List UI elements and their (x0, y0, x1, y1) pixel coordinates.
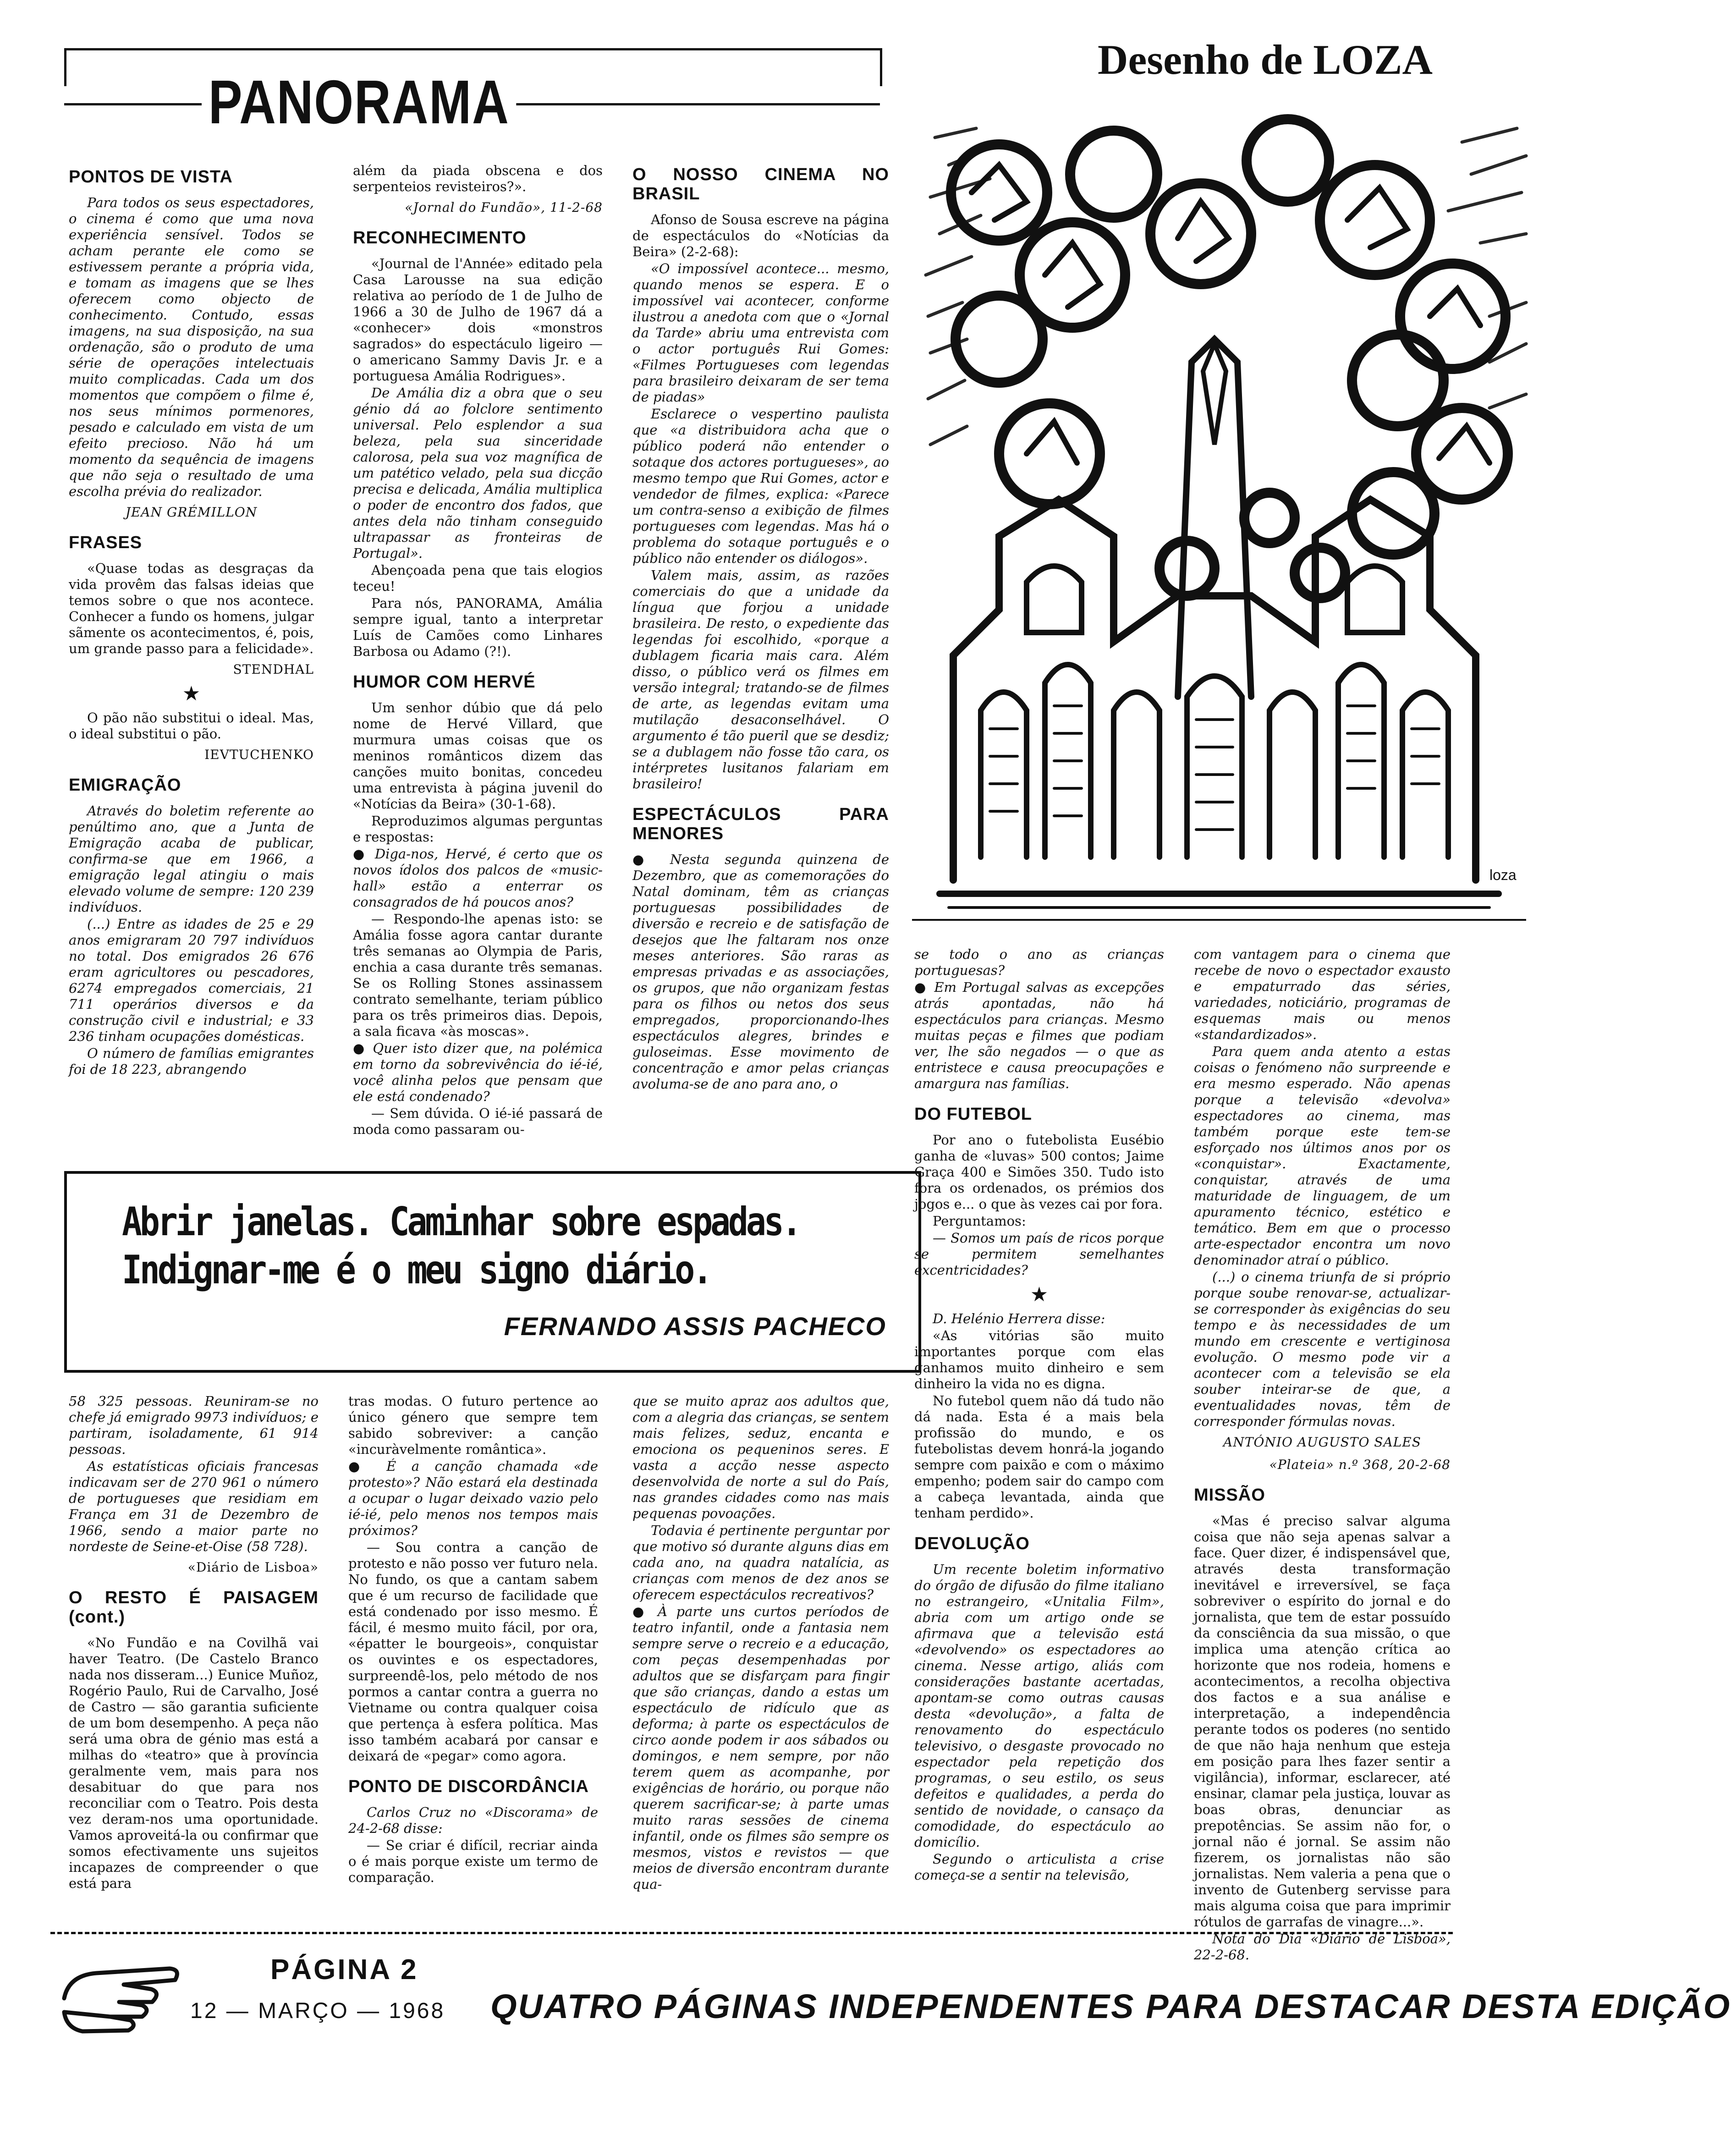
article-text: — Sem dúvida. O ié-ié passará de moda como passaram ou- (353, 1106, 603, 1137)
article-text: com vantagem para o cinema que recebe de novo o espectador exausto e empaturrado das séries, variedades, noticiário, programas de esquemas mais ou menos «standardizados». (1194, 946, 1451, 1042)
heading-ponto-de-discordancia: PONTO DE DISCORDÂNCIA (348, 1777, 589, 1796)
footer-rule (50, 1932, 1453, 1934)
illustration-credit: Desenho de LOZA (1098, 36, 1433, 83)
lower-column-2 (348, 1393, 598, 1886)
article-text: além da piada obscena e dos serpenteios revisteiros?». (353, 163, 603, 194)
pointing-hand-icon (55, 1948, 188, 2040)
article-text: que se muito apraz aos adultos que, com a alegria das crianças, se sentem mais felizes, seduz, encanta e emociona os pequeninos seres. E vasta a acção nesse aspecto desenvolvida de norte a sul do País, nas grandes cidades como nas mais pequenas povoações. (632, 1393, 889, 1521)
quote-line: Abrir janelas. Caminhar sobre espadas. (122, 1199, 800, 1245)
article-text: Para todos os seus espectadores, o cinema é como que uma nova experiência sensível. Todos se acham perante ele como se estivessem perante a própria vida, e tomam as imagens que se lhes oferecem como objecto de conhecimento. Contudo, essas imagens, na sua disposição, na sua ordenação, são o produto de uma série de operações intelectuais muito complicadas. Cada um dos momentos que compõem o filme é, nos seus mínimos pormenores, pesado e calculado em vista de um efeito precioso. Não há um momento da sequência de imagens que não seja o resultado de uma escolha prévia do realizador. (69, 195, 314, 499)
article-text: «Quase todas as desgraças da vida provêm das falsas ideias que temos sobre o que nos acontece. Conhecer a fundo os homens, julgar sãmente os acontecimentos, é, pois, um grande passo para a felicidade». (69, 561, 314, 656)
column-2 (353, 163, 603, 1138)
heading-o-resto-e-paisagem: O RESTO É PAISAGEM (cont.) (69, 1588, 319, 1627)
article-text: ● Diga-nos, Hervé, é certo que os novos ídolos dos palcos de «music-hall» estão a enterrar os consagrados de há poucos anos? (353, 846, 603, 910)
star-divider: ★ (182, 682, 201, 705)
article-text: Esclarece o vespertino paulista que «a distribuidora acha que o público poderá não entender o sotaque dos actores portugueses», ao mesmo tempo que Rui Gomes, actor e vendedor de filmes, explica: «Parece um contra-senso a exibição de filmes portugueses com legendas. Mas há o problema do sotaque português e o público não entender os diálogos». (632, 406, 889, 566)
article-source: Carlos Cruz no «Discorama» de 24-2-68 disse: (348, 1804, 598, 1836)
article-text: Através do boletim referente ao penúltimo ano, que a Junta de Emigração acaba de publicar, confirma-se que em 1966, a emigração legal atingiu o mais elevado volume de sempre: 120 239 indivíduos. (69, 803, 314, 915)
article-text: Um recente boletim informativo do órgão de difusão do filme italiano no estrangeiro, «Unitalia Film», abria com um artigo onde se afirmava que a televisão está «devolvendo» os espectadores ao cinema. Nesse artigo, aliás com considerações bastante acertadas, apontam-se como outras causas desta «devolução», a falta de renovamento do espectáculo televisivo, o desgaste provocado no espectador pela repetição dos programas, o seu estilo, os seus defeitos e qualidades, a perda do sentido de novidade, o cansaço da comodidade, do espectáculo ao domicílio. (914, 1562, 1164, 1850)
heading-humor-com-herve: HUMOR COM HERVÉ (353, 672, 536, 692)
heading-reconhecimento: RECONHECIMENTO (353, 228, 527, 248)
article-source: «Jornal do Fundão», 11-2-68 (405, 200, 603, 215)
article-text: Um senhor dúbio que dá pelo nome de Hervé Villard, que murmura umas coisas que os meninos românticos dizem das canções muito bonitas, concedeu uma entrevista à página juvenil do «Notícias da Beira» (30-1-68). (353, 700, 603, 812)
article-text: — Sou contra a canção de protesto e não posso ver futuro nela. No fundo, os que a cantam sabem que é um recurso de facilidade que está condenado por isso mesmo. É fácil, é mesmo muito fácil, por ora, «épatter le bourgeois», conquistar os ouvintes e os espectadores, surpreendê-los, pelo método de nos pormos a cantar contra a guerra no Vietname ou contra qualquer coisa que pertença à esfera política. Mas isso também acabará por cansar e deixará de «pegar» como agora. (348, 1540, 598, 1764)
article-text: No futebol quem não dá tudo não dá nada. Esta é a mais bela profissão do mundo, e os futebolistas devem honrá-la jogando sempre com paixão e com o máximo empenho; podem sair do campo com a cabeça levantada, ainda que tenham perdido». (914, 1393, 1164, 1521)
heading-espectaculos-para-menores: ESPECTÁCULOS PARA MENORES (632, 805, 889, 843)
column-4 (914, 946, 1164, 1884)
article-text: «Journal de l'Année» editado pela Casa Larousse na sua edição relativa ao período de 1 de Julho de 1966 a 30 de Julho de 1967 dá a «conhecer» dois «monstros sagrados» do espectáculo ligeiro — o americano Sammy Davis Jr. e a portuguesa Amália Rodrigues». (353, 256, 603, 384)
article-text: «No Fundão e na Covilhã vai haver Teatro. (De Castelo Branco nada nos disseram...) Eunice Muñoz, Rogério Paulo, Rui de Carvalho, José de Castro — são garantia suficiente de um bom desempenho. A peça não será uma obra de génio mas está a milhas do «teatro» que à província geralmente vem, mais para nos desabituar do que para nos reconciliar com o Teatro. Pois desta vez deram-nos uma oportunidade. Vamos aproveitá-la ou confirmar que somos efectivamente uns sujeitos incapazes de compreender o que está para (69, 1635, 319, 1891)
article-text: ● Nesta segunda quinzena de Dezembro, que as comemorações do Natal dominam, têm as crianças portuguesas possibilidades de diversão e recreio e de satisfação de desejos que lhe faltaram nos onze meses anteriores. São raras as empresas privadas e as associações, os grupos, que não organizam festas para os filhos ou netos dos seus empregados, proporcionando-lhes espectáculos alegres, brindes e guloseimas. Esse movimento de concentração e amor pelas crianças avoluma-se de ano para ano, o (632, 852, 889, 1092)
article-text: D. Helénio Herrera disse: (933, 1311, 1105, 1326)
article-text: Por ano o futebolista Eusébio ganha de «luvas» 500 contos; Jaime Graça 400 e Simões 350. Tudo isto fora os ordenados, os prémios dos jogos e... o que às vezes cai por fora. (914, 1132, 1164, 1212)
heading-devolucao: DEVOLUÇÃO (914, 1534, 1030, 1553)
article-text: (...) Entre as idades de 25 e 29 anos emigraram 20 797 indivíduos no total. Dos emigrados 26 676 eram agricultores ou pescadores, 6274 empregados comerciais, 21 711 operários diversos e da construção civil e industrial; e 33 236 tinham ocupações domésticas. (69, 916, 314, 1044)
quote-author: FERNANDO ASSIS PACHECO (504, 1312, 886, 1341)
article-text: «As vitórias são muito importantes porque com elas ganhamos muito dinheiro e sem dinheiro la vida no es digna. (914, 1328, 1164, 1392)
article-source: IEVTUCHENKO (204, 747, 314, 762)
quote-box (64, 1171, 921, 1373)
article-text: Afonso de Sousa escreve na página de espectáculos do «Notícias da Beira» (2-2-68): (632, 212, 889, 259)
article-text: Para quem anda atento a estas coisas o fenómeno não surpreende e era mesmo esperado. Não apenas porque a televisão «devolva» espectadores ao cinema, mas também porque este tem-se esforçado nos últimos anos por os «conquistar». Exactamente, conquistar, através de uma maturidade de linguagem, de um apuramento técnico, estético e temático. Bem em que o processo arte-espectador encontra um novo denominador atraí o público. (1194, 1044, 1451, 1268)
lower-column-1 (69, 1393, 319, 1892)
article-text: tras modas. O futuro pertence ao único género que sempre tem sabido sobreviver: a canção «incuràvelmente romântica». (348, 1393, 598, 1457)
article-text: O número de famílias emigrantes foi de 18 223, abrangendo (69, 1045, 314, 1077)
article-source: STENDHAL (233, 662, 314, 677)
heading-o-nosso-cinema: O NOSSO CINEMA NO BRASIL (632, 165, 889, 204)
lower-column-3 (632, 1393, 889, 1893)
column-5 (1194, 946, 1451, 1964)
article-text: ● Quer isto dizer que, na polémica em torno da sobrevivência do ié-ié, você alinha pelos que pensam que ele está condenado? (353, 1040, 603, 1105)
article-author: ANTÓNIO AUGUSTO SALES (1223, 1435, 1421, 1450)
article-text: (...) o cinema triunfa de si próprio porque soube renovar-se, actualizar-se corresponder às exigências do seu tempo e às necessidades de um mundo em crescente e vertiginosa evolução. O mesmo pode vir a acontecer com a televisão se ela souber inteirar-se de que, a eventualidades novas, têm de corresponder fórmulas novas. (1194, 1269, 1451, 1429)
quote-line: Indignar-me é o meu signo diário. (122, 1247, 711, 1293)
star-divider: ★ (1030, 1283, 1049, 1306)
cathedral-illustration (921, 124, 1531, 921)
page-number: PÁGINA 2 (270, 1954, 418, 1986)
article-text: se todo o ano as crianças portuguesas? (914, 946, 1164, 978)
article-source: «Diário de Lisboa» (187, 1560, 319, 1575)
section-rule (912, 919, 1526, 921)
article-text: Para nós, PANORAMA, Amália sempre igual, tanto a interpretar Luís de Camões como Linhares Barbosa ou Adamo (?!). (353, 595, 603, 659)
article-text: — Respondo-lhe apenas isto: se Amália fosse agora cantar durante três semanas ao Olympia de Paris, enchia a casa durante três semanas. Se os Rolling Stones assinassem contrato semelhante, teriam público para os três primeiros dias. Depois, a sala ficava «às moscas». (353, 911, 603, 1039)
article-text: — Se criar é difícil, recriar ainda o é mais porque existe um termo de comparação. (348, 1837, 598, 1885)
article-text: Perguntamos: (933, 1213, 1026, 1229)
article-source: «Plateia» n.º 368, 20-2-68 (1269, 1457, 1451, 1472)
footer-slogan: QUATRO PÁGINAS INDEPENDENTES PARA DESTACAR DESTA EDIÇÃO (490, 1987, 1731, 2025)
article-text: 58 325 pessoas. Reuniram-se no chefe já emigrado 9973 indivíduos; e partiram, isoladamente, 61 914 pessoas. (69, 1393, 319, 1457)
article-text: Todavia é pertinente perguntar por que motivo só durante alguns dias em cada ano, na quadra natalícia, as crianças com menos de dez anos se oferecem espectáculos recreativos? (632, 1523, 889, 1602)
article-text: — Somos um país de ricos porque se permitem semelhantes excentricidades? (914, 1230, 1164, 1278)
article-text: Valem mais, assim, as razões comerciais do que a unidade da língua que forjou a unidade brasileira. De resto, o expediente das legendas foi escolhido, «porque a dublagem ficaria mais cara. Além disso, o público verá os filmes em versão integral; tratando-se de filmes de arte, as legendas evitam uma mutilação desaconselhável. O argumento é tão pueril que se desdiz; se a dublagem não fosse tão cara, os intérpretes lusitanos falariam em brasileiro! (632, 567, 889, 792)
article-text: «O impossível acontece... mesmo, quando menos se espera. E o impossível vai acontecer, conforme ilustrou a anedota com que o «Jornal da Tarde» abriu uma entrevista com o actor português Rui Gomes: «Filmes Portugueses com legendas para brasileiro deixaram de ser tema de piadas» (632, 261, 889, 405)
issue-date: 12 — MARÇO — 1968 (190, 1999, 445, 2023)
article-source: JEAN GRÉMILLON (125, 505, 258, 520)
article-text: ● Em Portugal salvas as excepções atrás apontadas, não há espectáculos para crianças. Mesmo muitas peças e filmes que podiam ver, lhe são negados — o que as entristece e causa preocupações e amargura nas famílias. (914, 979, 1164, 1092)
article-text: Abençoada pena que tais elogios teceu! (353, 562, 603, 594)
heading-do-futebol: DO FUTEBOL (914, 1105, 1032, 1124)
article-source: Nota do Dia «Diário de Lisboa», 22-2-68. (1194, 1931, 1451, 1963)
column-1 (69, 167, 314, 1078)
article-text: Reproduzimos algumas perguntas e respostas: (353, 813, 603, 845)
article-text: As estatísticas oficiais francesas indicavam ser de 270 961 o número de portugueses que residiam em França em 31 de Dezembro de 1966, sendo a maior parte no nordeste de Seine-et-Oise (58 728). (69, 1458, 319, 1554)
heading-missao: MISSÃO (1194, 1485, 1265, 1505)
masthead-title: PANORAMA (202, 68, 516, 137)
article-text: Segundo o articulista a crise começa-se a sentir na televisão, (914, 1851, 1164, 1883)
article-text: ● É a canção chamada «de protesto»? Não estará ela destinada a ocupar o lugar deixado vazio pelo ié-ié, pelo menos nos tempos mais próximos? (348, 1458, 598, 1539)
article-text: «Mas é preciso salvar alguma coisa que não seja apenas salvar a face. Quer dizer, é indispensável que, através desta transformação inevitável e irreversível, se faça sobreviver o espírito do jornal e do jornalista, que tem de estar possuído da consciência da sua missão, o que implica uma atenção crítica ao horizonte que nos rodeia, homens e acontecimentos, a recolha objectiva dos factos e a sua análise e interpretação, a independência perante todos os poderes (no sentido de que não haja nenhum que esteja em posição para lhes fazer sentir a vigilância), informar, esclarecer, até ensinar, clamar pela justiça, louvar as boas obras, denunciar as prepotências. Se assim não for, o jornal não é jornal. Se assim não fizerem, os jornalistas não são jornalistas. Nem valeria a pena que o invento de Gutenberg servisse para mais alguma coisa que para imprimir rótulos de garrafas de vinagre...». (1194, 1513, 1451, 1930)
article-text: ● À parte uns curtos períodos de teatro infantil, onde a fantasia nem sempre serve o recreio e a educação, com peças desempenhadas por adultos que se disfarçam para fingir que são crianças, dando a estas um espectáculo de ridículo que as deforma; à parte os espectáculos de circo aonde podem ir aos sábados ou domingos, e nem sempre, por não terem quem as acompanhe, por exigências de horário, ou porque não querem sacrificar-se; à parte umas muito raras sessões de cinema infantil, onde os filmes são sempre os mesmos, vistos e revistos — que meios de diversão encontram durante qua- (632, 1604, 889, 1892)
svg-text:loza: loza (1489, 867, 1517, 883)
heading-frases: FRASES (69, 533, 143, 552)
article-text: De Amália diz a obra que o seu génio dá ao folclore sentimento universal. Pelo esplendor a sua beleza, pela sua sinceridade calorosa, pela sua voz magnífica de um patético velado, pela sua dicção precisa e delicada, Amália multiplica o poder de encontro dos fados, que antes dela não tinham conseguido ultrapassar as fronteiras de Portugal». (353, 385, 603, 561)
column-3 (632, 165, 889, 1093)
heading-pontos-de-vista: PONTOS DE VISTA (69, 167, 233, 187)
article-text: O pão não substitui o ideal. Mas, o ideal substitui o pão. (69, 710, 314, 742)
heading-emigracao: EMIGRAÇÃO (69, 776, 181, 795)
